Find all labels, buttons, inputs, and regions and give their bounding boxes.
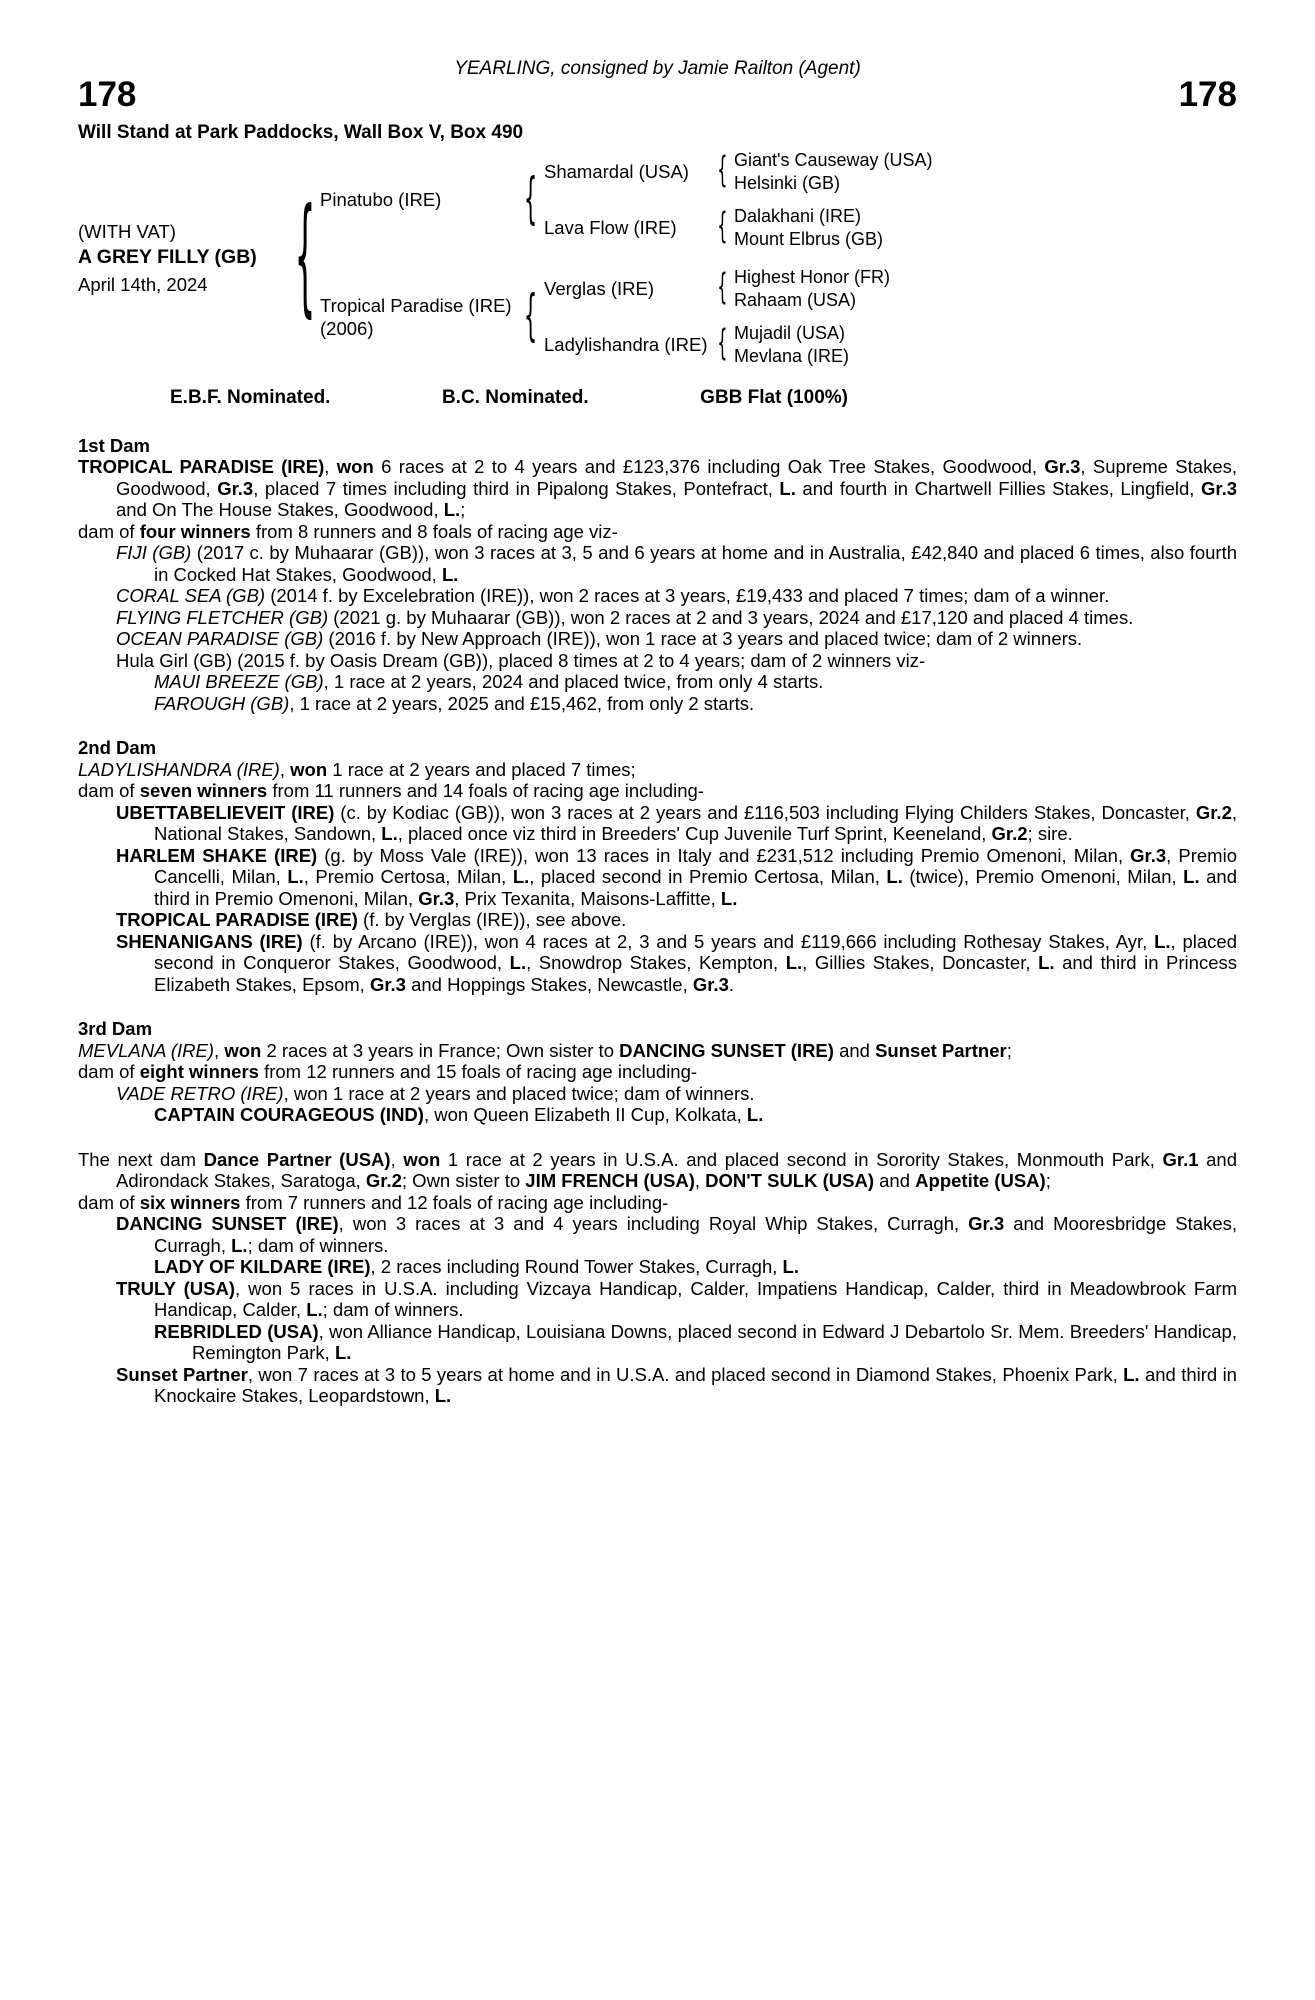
text-run: MEVLANA (IRE): [78, 1039, 215, 1061]
pedigree-paragraph: [78, 628, 1237, 650]
text-run: (2021 g. by Muhaarar (GB)), won 2 races at 2 and 3 years, 2024 and £17,120 and placed 4 times.: [328, 606, 1134, 628]
text-run: Gr.3: [968, 1213, 1005, 1234]
pedigree-paragraph: [78, 456, 1237, 521]
text-run: ; dam of winners.: [322, 1299, 464, 1320]
text-run: L.: [779, 477, 796, 499]
text-run: , placed second in Conqueror Stakes, Goodwood,: [154, 930, 1238, 973]
text-run: L.: [785, 952, 803, 973]
text-run: L.: [1183, 866, 1200, 887]
text-run: L.: [1038, 952, 1055, 973]
text-run: L.: [1123, 1363, 1140, 1385]
text-run: UBETTABELIEVEIT (IRE): [116, 801, 335, 823]
text-run: , placed once viz third in Breeders' Cup Juvenile Turf Sprint, Keeneland,: [397, 823, 992, 844]
text-run: .: [728, 973, 734, 995]
text-run: Gr.1: [1162, 1148, 1199, 1170]
brace-glyph: {: [716, 206, 728, 247]
pedigree-paragraph: [78, 521, 1237, 543]
text-run: L.: [1154, 930, 1171, 952]
text-run: and third in Knockaire Stakes, Leopardstown,: [154, 1363, 1237, 1406]
sire-parents: [544, 149, 1237, 250]
pedigree-paragraph: [78, 1364, 1237, 1407]
text-run: CORAL SEA (GB): [116, 585, 266, 606]
pedigree-paragraph: [78, 1256, 1237, 1278]
text-run: and third in Princess Elizabeth Stakes, Epsom,: [154, 952, 1237, 995]
pedigree-paragraph: [78, 607, 1237, 629]
text-run: , 1 race at 2 years, 2024 and placed twice, from only 4 starts.: [323, 671, 824, 692]
text-run: won: [336, 456, 374, 477]
text-run: from 12 runners and 15 foals of racing age including-: [258, 1061, 698, 1082]
sire-name: Pinatubo (IRE): [320, 189, 442, 210]
text-run: four winners: [139, 520, 251, 542]
text-run: and Mooresbridge Stakes, Curragh,: [154, 1213, 1237, 1256]
bc-nomination: B.C. Nominated.: [441, 387, 589, 408]
text-run: 1 race at 2 years and placed 7 times;: [327, 758, 636, 780]
text-run: TROPICAL PARADISE (IRE): [116, 909, 358, 930]
sire-dam-sire-name: Dalakhani (IRE): [734, 206, 862, 226]
text-run: , Gillies Stakes, Doncaster,: [802, 952, 1039, 973]
sire-sire-name: Shamardal (USA): [544, 160, 689, 182]
dam-dam-parents: [734, 322, 1237, 367]
pedigree-paragraph: [78, 671, 1237, 693]
text-run: from 7 runners and 12 foals of racing age including-: [240, 1191, 669, 1213]
sire-dam-pair: [544, 205, 1237, 250]
text-run: Sunset Partner: [116, 1363, 248, 1385]
text-run: Appetite (USA): [915, 1170, 1046, 1191]
consignor-line: YEARLING, consigned by Jamie Railton (Agent): [454, 58, 861, 79]
text-run: L.: [512, 866, 530, 887]
text-run: SHENANIGANS (IRE): [116, 930, 303, 952]
foal-date: April 14th, 2024: [78, 273, 208, 295]
text-run: TROPICAL PARADISE (IRE): [78, 456, 325, 477]
dam-year: (2006): [320, 317, 374, 339]
sire-dam-name: Lava Flow (IRE): [544, 216, 677, 238]
pedigree-paragraph: [78, 802, 1237, 845]
pedigree-paragraph: [78, 1104, 1237, 1126]
text-run: , won Queen Elizabeth II Cup, Kolkata,: [423, 1104, 747, 1125]
text-run: ;: [1006, 1039, 1012, 1061]
horse-details: [78, 221, 290, 296]
text-run: L.: [441, 563, 459, 585]
text-run: (f. by Verglas (IRE)), see above.: [357, 909, 627, 930]
text-run: L.: [720, 887, 738, 909]
pedigree-paragraph: [78, 1192, 1237, 1214]
text-run: seven winners: [139, 780, 268, 801]
text-run: ; sire.: [1027, 823, 1073, 844]
pedigree-paragraph: [78, 759, 1237, 781]
dam-sire-parents: [734, 266, 1237, 311]
dam-dam-sire-name: Mujadil (USA): [734, 323, 846, 343]
text-run: DANCING SUNSET (IRE): [619, 1039, 834, 1061]
text-run: ;: [460, 499, 466, 520]
text-run: ,: [324, 456, 337, 477]
pedigree-generations: [320, 149, 1237, 367]
pedigree-paragraph: [78, 1278, 1237, 1321]
text-run: L.: [746, 1104, 764, 1125]
stand-location-line: Will Stand at Park Paddocks, Wall Box V, Box 490: [78, 121, 524, 143]
pedigree-text-sections: [78, 435, 1237, 1407]
text-run: (twice), Premio Omenoni, Milan,: [902, 866, 1184, 887]
text-run: dam of: [78, 1061, 140, 1082]
text-run: six winners: [139, 1191, 241, 1213]
text-run: , 1 race at 2 years, 2025 and £15,462, from only 2 starts.: [289, 692, 755, 714]
dam-name: Tropical Paradise (IRE): [320, 294, 512, 316]
pedigree-brace-gen1: [290, 183, 320, 332]
text-run: Sunset Partner: [875, 1039, 1007, 1061]
section-heading: 1st Dam: [78, 434, 150, 456]
text-run: VADE RETRO (IRE): [116, 1082, 284, 1104]
dam-section: [78, 1018, 1237, 1126]
dam-section: [78, 737, 1237, 995]
text-run: (c. by Kodiac (GB)), won 3 races at 2 years and £116,503 including Flying Childers Stakes, Doncaster,: [334, 801, 1196, 823]
text-run: from 11 runners and 14 foals of racing age including-: [267, 780, 704, 801]
text-run: L.: [434, 1385, 452, 1406]
pedigree-paragraph: [78, 931, 1237, 996]
brace-glyph: {: [524, 283, 538, 349]
pedigree-brace-sire-dam: [710, 206, 734, 247]
text-run: HARLEM SHAKE (IRE): [116, 844, 318, 866]
dam-dam-pair: [544, 322, 1237, 367]
text-run: , Supreme Stakes, Goodwood,: [116, 456, 1238, 499]
pedigree-paragraph: [78, 780, 1237, 802]
vat-label: (WITH VAT): [78, 220, 176, 242]
text-run: DON'T SULK (USA): [705, 1170, 874, 1191]
text-run: FIJI (GB): [116, 542, 192, 563]
text-run: won: [403, 1148, 441, 1170]
dam-section: [78, 1149, 1237, 1407]
text-run: , won 5 races in U.S.A. including Vizcaya Handicap, Calder, Impatiens Handicap, Calder, third in Meadowbrook Farm Handicap, Calder,: [154, 1277, 1237, 1320]
pedigree-paragraph: [78, 909, 1237, 931]
pedigree-paragraph: [78, 1083, 1237, 1105]
text-run: dam of: [78, 1191, 140, 1213]
text-run: LADY OF KILDARE (IRE): [154, 1256, 371, 1277]
sire-dam-dam-name: Mount Elbrus (GB): [734, 229, 884, 249]
text-run: MAUI BREEZE (GB): [154, 671, 324, 692]
text-run: FLYING FLETCHER (GB): [116, 606, 329, 628]
text-run: L.: [306, 1299, 323, 1320]
dam-sire-name: Verglas (IRE): [544, 277, 655, 299]
text-run: FAROUGH (GB): [154, 692, 290, 714]
text-run: L.: [443, 499, 461, 520]
text-run: , won 7 races at 3 to 5 years at home and in U.S.A. and placed second in Diamond Stakes, Phoenix Park,: [247, 1363, 1124, 1385]
dam-dam-dam-name: Mevlana (IRE): [734, 346, 850, 366]
sire-sire-pair: [544, 149, 1237, 194]
text-run: L.: [334, 1342, 352, 1363]
lot-number-left: 178: [78, 74, 137, 114]
dam-parents: [544, 266, 1237, 367]
text-run: ; dam of winners.: [247, 1234, 389, 1256]
brace-glyph: {: [716, 267, 728, 308]
dam-branch: [320, 266, 1237, 367]
text-run: L.: [381, 823, 398, 844]
pedigree-paragraph: [78, 1321, 1237, 1364]
text-run: , Prix Texanita, Maisons-Laffitte,: [454, 887, 721, 909]
text-run: Gr.3: [1130, 844, 1167, 866]
text-run: and: [833, 1039, 876, 1061]
sire-dam-parents: [734, 205, 1237, 250]
text-run: Gr.3: [1044, 456, 1081, 477]
pedigree-brace-dam-dam: [710, 323, 734, 364]
text-run: and: [874, 1170, 916, 1191]
text-run: and third in Premio Omenoni, Milan,: [154, 866, 1237, 909]
text-run: ,: [390, 1148, 404, 1170]
text-run: ; Own sister to: [401, 1170, 526, 1191]
lot-number-row: [78, 76, 1237, 114]
gbb-nomination: GBB Flat (100%): [700, 387, 848, 408]
text-run: L.: [509, 952, 527, 973]
text-run: CAPTAIN COURAGEOUS (IND): [154, 1104, 424, 1125]
text-run: DANCING SUNSET (IRE): [116, 1213, 339, 1234]
pedigree-paragraph: [78, 542, 1237, 585]
text-run: 1 race at 2 years in U.S.A. and placed second in Sorority Stakes, Monmouth Park,: [440, 1148, 1163, 1170]
text-run: dam of: [78, 780, 140, 801]
text-run: Gr.3: [1201, 477, 1237, 499]
text-run: , won 3 races at 3 and 4 years including Royal Whip Stakes, Curragh,: [338, 1213, 969, 1234]
text-run: won: [224, 1039, 262, 1061]
lot-number-right: 178: [1178, 74, 1237, 114]
dam-sire-sire-name: Highest Honor (FR): [734, 267, 891, 287]
text-run: 2 races at 3 years in France; Own sister to: [261, 1039, 620, 1061]
pedigree-paragraph: [78, 650, 1237, 672]
pedigree-brace-dam: [518, 283, 544, 349]
pedigree-table: [78, 149, 1237, 367]
text-run: Gr.2: [365, 1170, 402, 1191]
text-run: Gr.2: [1195, 801, 1232, 823]
text-run: ,: [214, 1039, 225, 1061]
pedigree-brace-dam-sire: [710, 267, 734, 308]
dam-sire-dam-name: Rahaam (USA): [734, 290, 857, 310]
section-heading: 2nd Dam: [78, 737, 157, 758]
text-run: ,: [694, 1170, 706, 1191]
text-run: L.: [886, 866, 903, 887]
text-run: ,: [279, 758, 291, 780]
dam-section: [78, 435, 1237, 715]
horse-name: A GREY FILLY (GB): [78, 246, 257, 269]
text-run: Gr.3: [418, 887, 455, 909]
pedigree-paragraph: [78, 1213, 1237, 1256]
pedigree-paragraph: [78, 845, 1237, 910]
text-run: L.: [287, 866, 304, 887]
text-run: and Adirondack Stakes, Saratoga,: [116, 1148, 1238, 1191]
text-run: , won 1 race at 2 years and placed twice; dam of winners.: [283, 1082, 755, 1104]
text-run: ;: [1045, 1170, 1051, 1191]
dam-name-block: [320, 294, 518, 340]
text-run: eight winners: [139, 1061, 259, 1082]
brace-glyph: {: [294, 183, 316, 332]
text-run: (g. by Moss Vale (IRE)), won 13 races in Italy and £231,512 including Premio Omenoni, Milan,: [317, 844, 1131, 866]
text-run: and On The House Stakes, Goodwood,: [116, 499, 444, 520]
text-run: , 2 races including Round Tower Stakes, Curragh,: [370, 1256, 783, 1277]
text-run: Gr.3: [369, 973, 406, 995]
text-run: , placed second in Premio Certosa, Milan,: [529, 866, 887, 887]
text-run: , Premio Cancelli, Milan,: [154, 844, 1237, 887]
text-run: REBRIDLED (USA): [154, 1320, 319, 1342]
text-run: (f. by Arcano (IRE)), won 4 races at 2, 3 and 5 years and £119,666 including Rothesay Stakes, Ayr,: [302, 930, 1155, 952]
text-run: Gr.2: [991, 823, 1028, 844]
text-run: Hula Girl (GB) (2015 f. by Oasis Dream (GB)), placed 8 times at 2 to 4 years; dam of 2 winners viz-: [116, 649, 926, 671]
text-run: LADYLISHANDRA (IRE): [78, 758, 280, 780]
text-run: OCEAN PARADISE (GB): [116, 628, 324, 649]
text-run: won: [290, 758, 328, 780]
text-run: 6 races at 2 to 4 years and £123,376 including Oak Tree Stakes, Goodwood,: [373, 456, 1045, 477]
text-run: Dance Partner (USA): [203, 1148, 391, 1170]
pedigree-paragraph: [78, 1149, 1237, 1192]
text-run: dam of: [78, 520, 140, 542]
pedigree-brace-sire: [518, 166, 544, 232]
text-run: , placed 7 times including third in Pipalong Stakes, Pontefract,: [253, 477, 780, 499]
section-heading: 3rd Dam: [78, 1018, 153, 1039]
brace-glyph: {: [716, 150, 728, 191]
text-run: L.: [231, 1234, 248, 1256]
dam-dam-name: Ladylishandra (IRE): [544, 333, 708, 355]
dam-sire-pair: [544, 266, 1237, 311]
pedigree-paragraph: [78, 1061, 1237, 1083]
brace-glyph: {: [716, 323, 728, 364]
text-run: TRULY (USA): [116, 1277, 236, 1299]
text-run: from 8 runners and 8 foals of racing age viz-: [250, 520, 618, 542]
text-run: L.: [782, 1256, 799, 1277]
text-run: , Premio Certosa, Milan,: [303, 866, 513, 887]
text-run: (2017 c. by Muhaarar (GB)), won 3 races at 3, 5 and 6 years at home and in Australia, £42,840 and placed 6 times, also fourth in Cocked Hat Stakes, Goodwood,: [154, 542, 1238, 585]
text-run: (2014 f. by Excelebration (IRE)), won 2 races at 3 years, £19,433 and placed 7 times; dam of a winner.: [265, 585, 1110, 606]
text-run: JIM FRENCH (USA): [525, 1170, 695, 1191]
text-run: and Hoppings Stakes, Newcastle,: [405, 973, 693, 995]
text-run: Gr.3: [217, 477, 254, 499]
text-run: , National Stakes, Sandown,: [154, 801, 1237, 844]
pedigree-brace-sire-sire: [710, 150, 734, 191]
text-run: The next dam: [78, 1148, 204, 1170]
pedigree-paragraph: [78, 693, 1237, 715]
ebf-nomination: E.B.F. Nominated.: [170, 387, 331, 408]
text-run: (2016 f. by New Approach (IRE)), won 1 race at 3 years and placed twice; dam of 2 winners.: [323, 628, 1083, 649]
text-run: Gr.3: [692, 973, 729, 995]
pedigree-paragraph: [78, 1040, 1237, 1062]
brace-glyph: {: [524, 166, 538, 232]
sire-sire-dam-name: Helsinki (GB): [734, 173, 841, 193]
sire-sire-sire-name: Giant's Causeway (USA): [734, 150, 933, 170]
sire-branch: [320, 149, 1237, 250]
pedigree-paragraph: [78, 585, 1237, 607]
sire-sire-parents: [734, 149, 1237, 194]
text-run: , Snowdrop Stakes, Kempton,: [526, 952, 786, 973]
text-run: , won Alliance Handicap, Louisiana Downs, placed second in Edward J Debartolo Sr. Mem. Breeders' Handicap, Remington Park,: [192, 1320, 1237, 1363]
nominations-line: [170, 387, 848, 409]
text-run: and fourth in Chartwell Fillies Stakes, Lingfield,: [795, 477, 1201, 499]
